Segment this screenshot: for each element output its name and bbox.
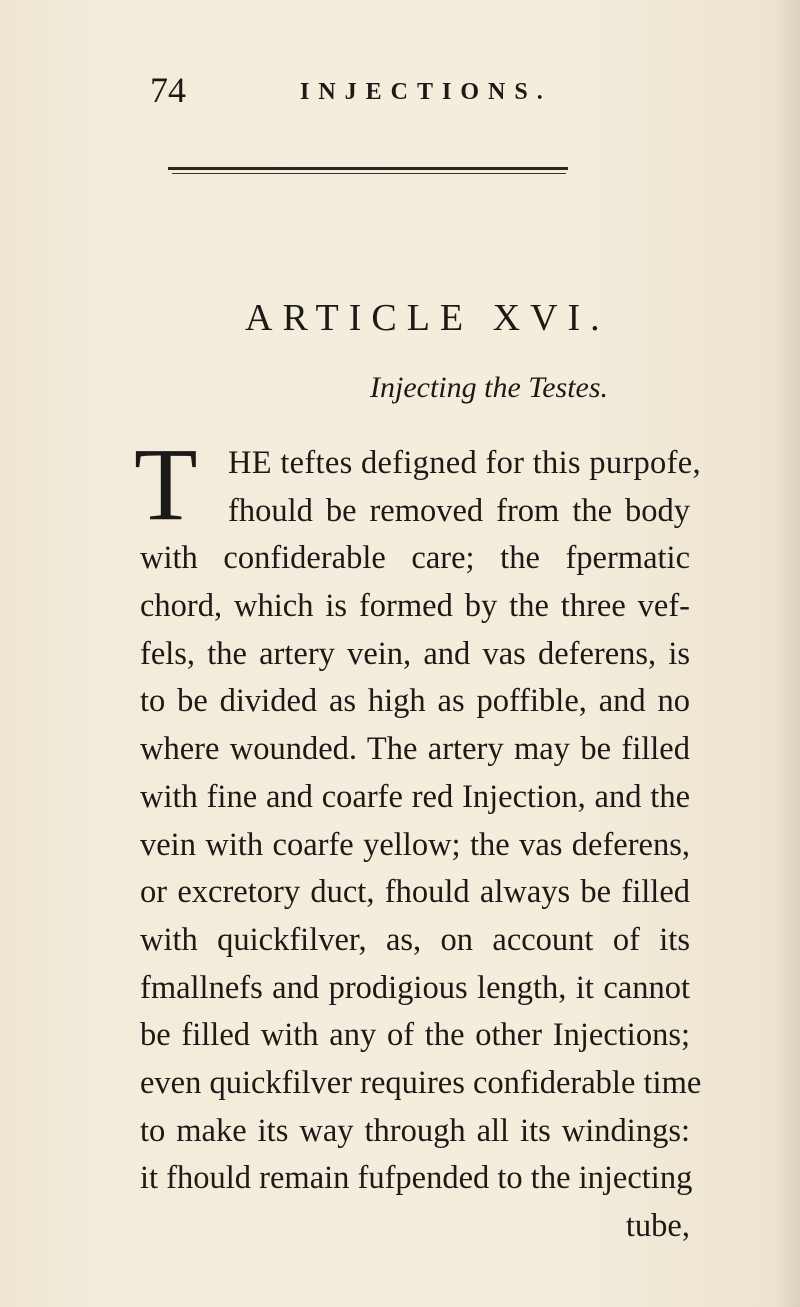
text-line: even quickfilver requires confiderable time bbox=[140, 1064, 702, 1101]
ornamental-rule bbox=[168, 167, 568, 170]
page-edge-shadow bbox=[774, 0, 800, 1307]
running-head bbox=[150, 70, 600, 120]
catchword: tube, bbox=[625, 1208, 690, 1244]
text-line: or excretory duct, fhould always be filled bbox=[140, 874, 690, 911]
ornamental-rule-thin bbox=[172, 173, 566, 174]
text-line: with quickfilver, as, on account of its bbox=[140, 921, 690, 958]
text-line: where wounded. The artery may be filled bbox=[140, 731, 690, 768]
text-line: it fhould remain fufpended to the injecting bbox=[140, 1160, 693, 1197]
article-heading: ARTICLE XVI. bbox=[245, 297, 610, 339]
running-title: INJECTIONS. bbox=[300, 79, 552, 105]
text-line: HE teftes defigned for this purpofe, bbox=[228, 445, 701, 481]
text-line: chord, which is formed by the three vef- bbox=[140, 588, 690, 625]
page-number: 74 bbox=[150, 70, 186, 110]
text-line: fhould be removed from the body bbox=[228, 492, 690, 529]
text-line: to make its way through all its windings: bbox=[140, 1112, 690, 1149]
text-line: with fine and coarfe red Injection, and the bbox=[140, 778, 690, 815]
text-line: fels, the artery vein, and vas deferens, is bbox=[140, 635, 690, 672]
text-line: vein with coarfe yellow; the vas deferens, bbox=[140, 826, 690, 863]
drop-cap: T bbox=[134, 427, 198, 542]
text-line: to be divided as high as poffible, and no bbox=[140, 683, 690, 720]
text-line: be filled with any of the other Injections; bbox=[140, 1017, 690, 1054]
body-text bbox=[134, 427, 702, 1251]
article-subtitle: Injecting the Testes. bbox=[370, 371, 609, 404]
text-line: with confiderable care; the fpermatic bbox=[140, 540, 690, 577]
text-line: fmallnefs and prodigious length, it cannot bbox=[140, 969, 690, 1006]
